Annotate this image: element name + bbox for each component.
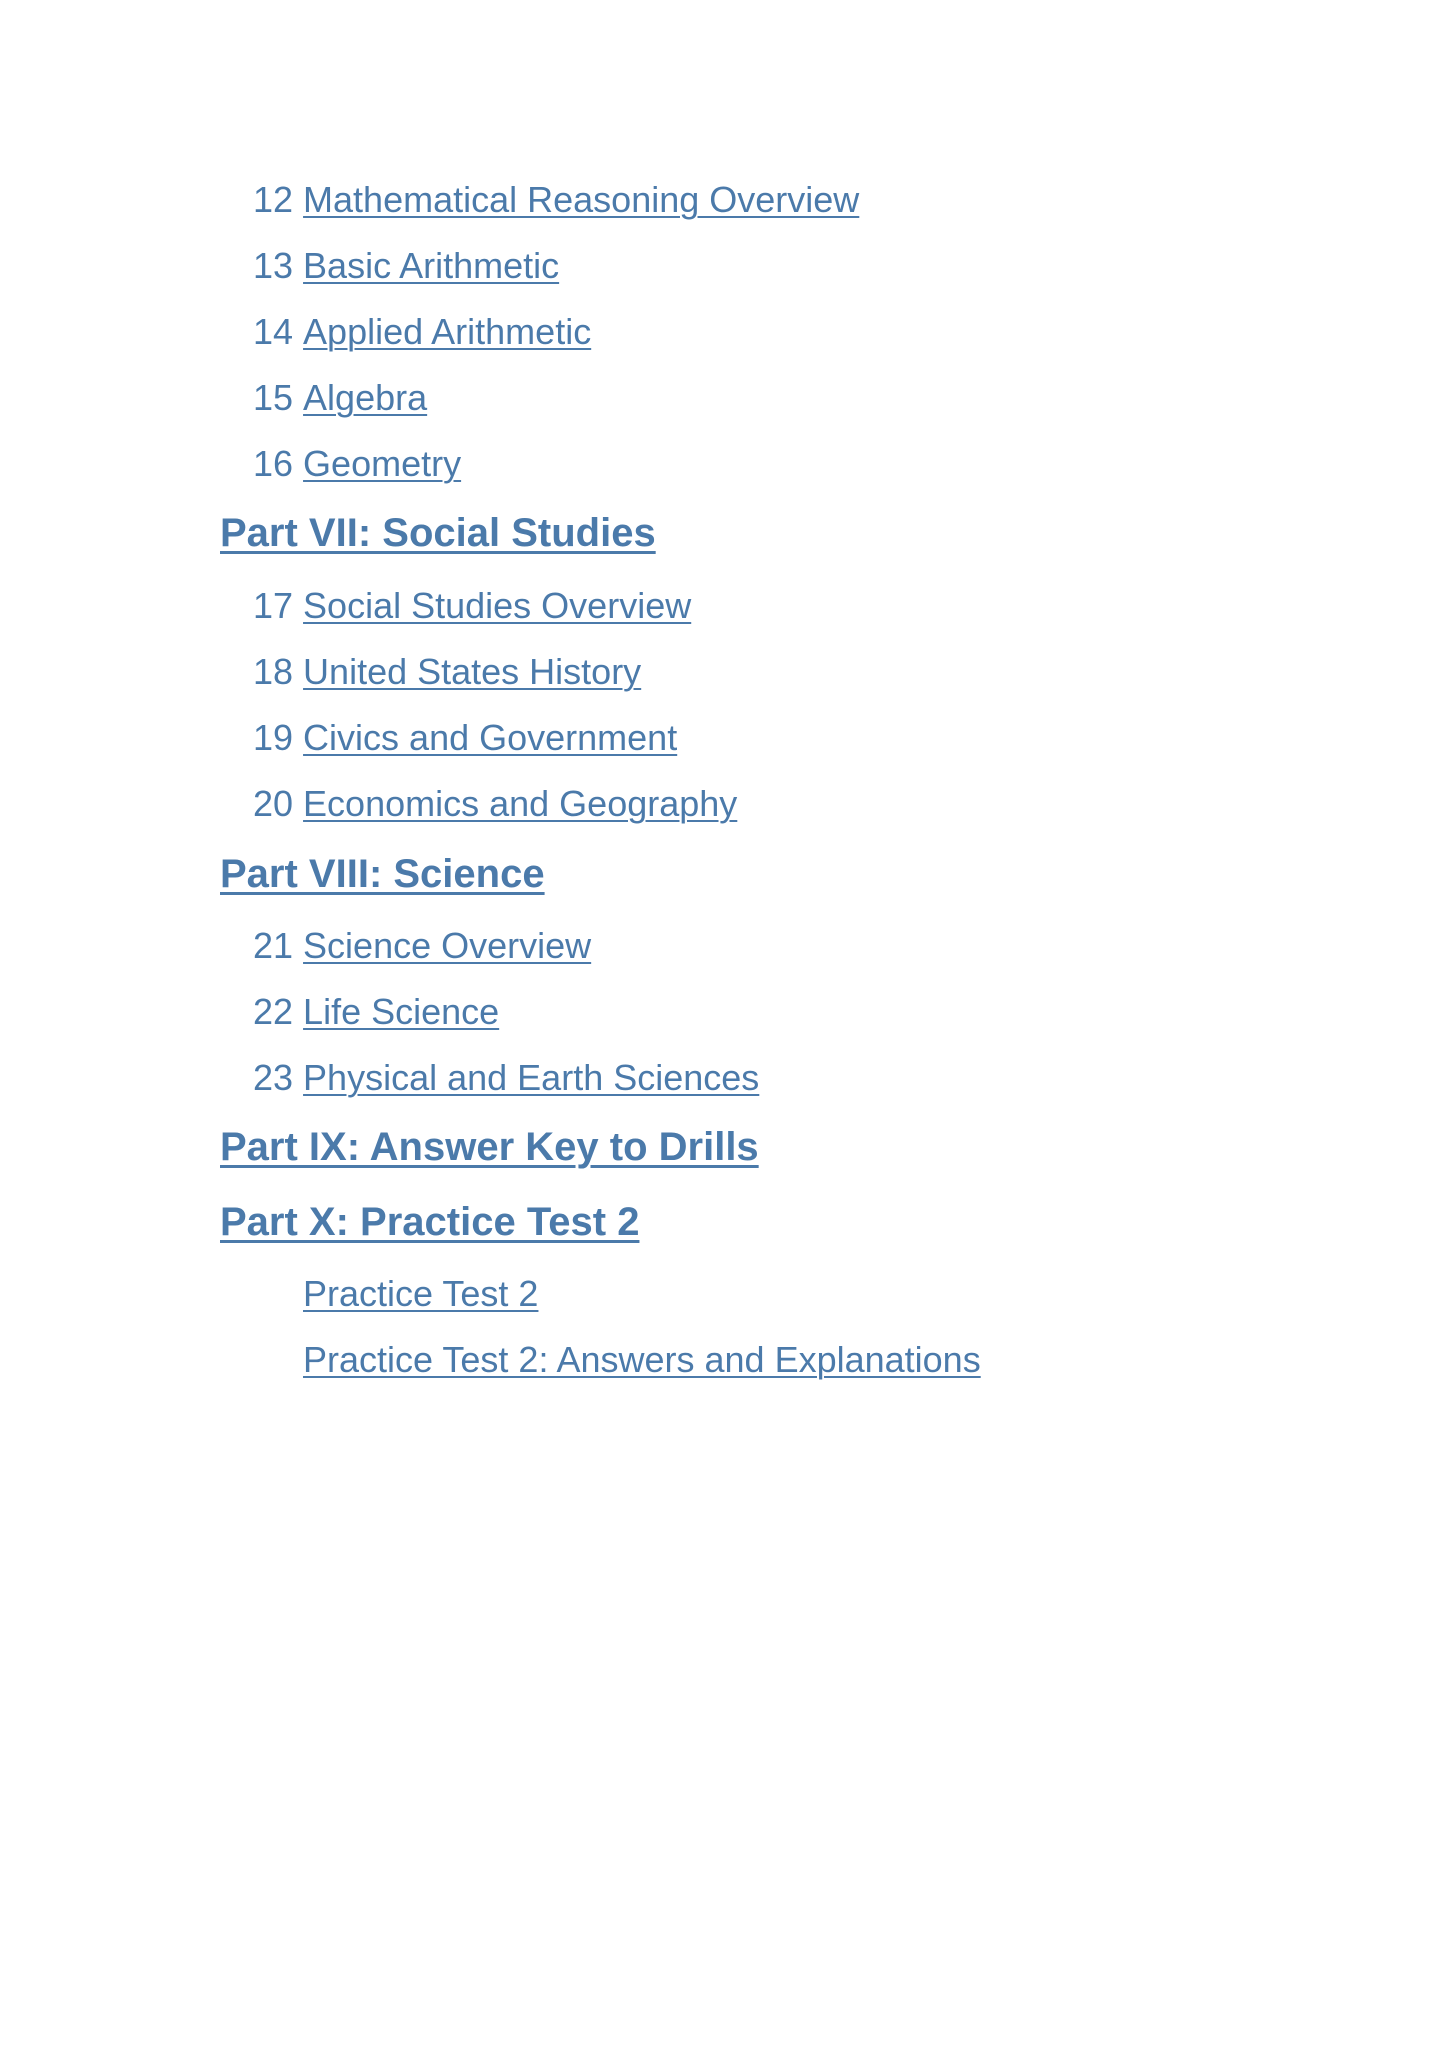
chapter-number: 12 [253,179,294,220]
toc-chapter-21 [253,925,592,966]
chapter-number: 21 [253,925,294,966]
toc-chapter-14 [253,311,592,352]
part-link-social-studies[interactable]: Part VII: Social Studies [220,511,656,555]
toc-sub-practice-test-2 [303,1273,539,1314]
toc-chapter-19 [253,717,678,758]
chapter-link-civics-and-government[interactable]: Civics and Government [303,717,678,758]
toc-chapter-16 [253,443,462,484]
part-link-answer-key-to-drills[interactable]: Part IX: Answer Key to Drills [220,1125,759,1169]
chapter-link-united-states-history[interactable]: United States History [303,651,642,692]
chapter-number: 19 [253,717,294,758]
toc-chapter-22 [253,991,500,1032]
toc-chapter-17 [253,585,692,626]
chapter-number: 14 [253,311,294,352]
chapter-number: 17 [253,585,294,626]
chapter-number: 20 [253,783,294,824]
toc-chapter-18 [253,651,642,692]
chapter-link-economics-and-geography[interactable]: Economics and Geography [303,783,738,824]
chapter-link-mathematical-reasoning-overview[interactable]: Mathematical Reasoning Overview [303,179,860,220]
chapter-number: 13 [253,245,294,286]
part-link-practice-test-2[interactable]: Part X: Practice Test 2 [220,1200,640,1244]
chapter-link-social-studies-overview[interactable]: Social Studies Overview [303,585,692,626]
toc-chapter-12 [253,179,860,220]
chapter-link-basic-arithmetic[interactable]: Basic Arithmetic [303,245,560,286]
chapter-number: 15 [253,377,294,418]
chapter-number: 18 [253,651,294,692]
part-link-science[interactable]: Part VIII: Science [220,852,545,896]
chapter-number: 16 [253,443,294,484]
toc-sub-practice-test-2-answers [303,1339,981,1380]
chapter-link-science-overview[interactable]: Science Overview [303,925,592,966]
toc-chapter-13 [253,245,560,286]
chapter-link-life-science[interactable]: Life Science [303,991,500,1032]
chapter-link-algebra[interactable]: Algebra [303,377,428,418]
toc-chapter-20 [253,783,738,824]
chapter-number: 23 [253,1057,294,1098]
chapter-link-physical-and-earth-sciences[interactable]: Physical and Earth Sciences [303,1057,760,1098]
sub-link-practice-test-2[interactable]: Practice Test 2 [303,1273,539,1314]
toc-chapter-15 [253,377,428,418]
sub-link-practice-test-2-answers-and-explanations[interactable]: Practice Test 2: Answers and Explanations [303,1339,981,1380]
chapter-number: 22 [253,991,294,1032]
toc-chapter-23 [253,1057,760,1098]
chapter-link-applied-arithmetic[interactable]: Applied Arithmetic [303,311,592,352]
chapter-link-geometry[interactable]: Geometry [303,443,462,484]
